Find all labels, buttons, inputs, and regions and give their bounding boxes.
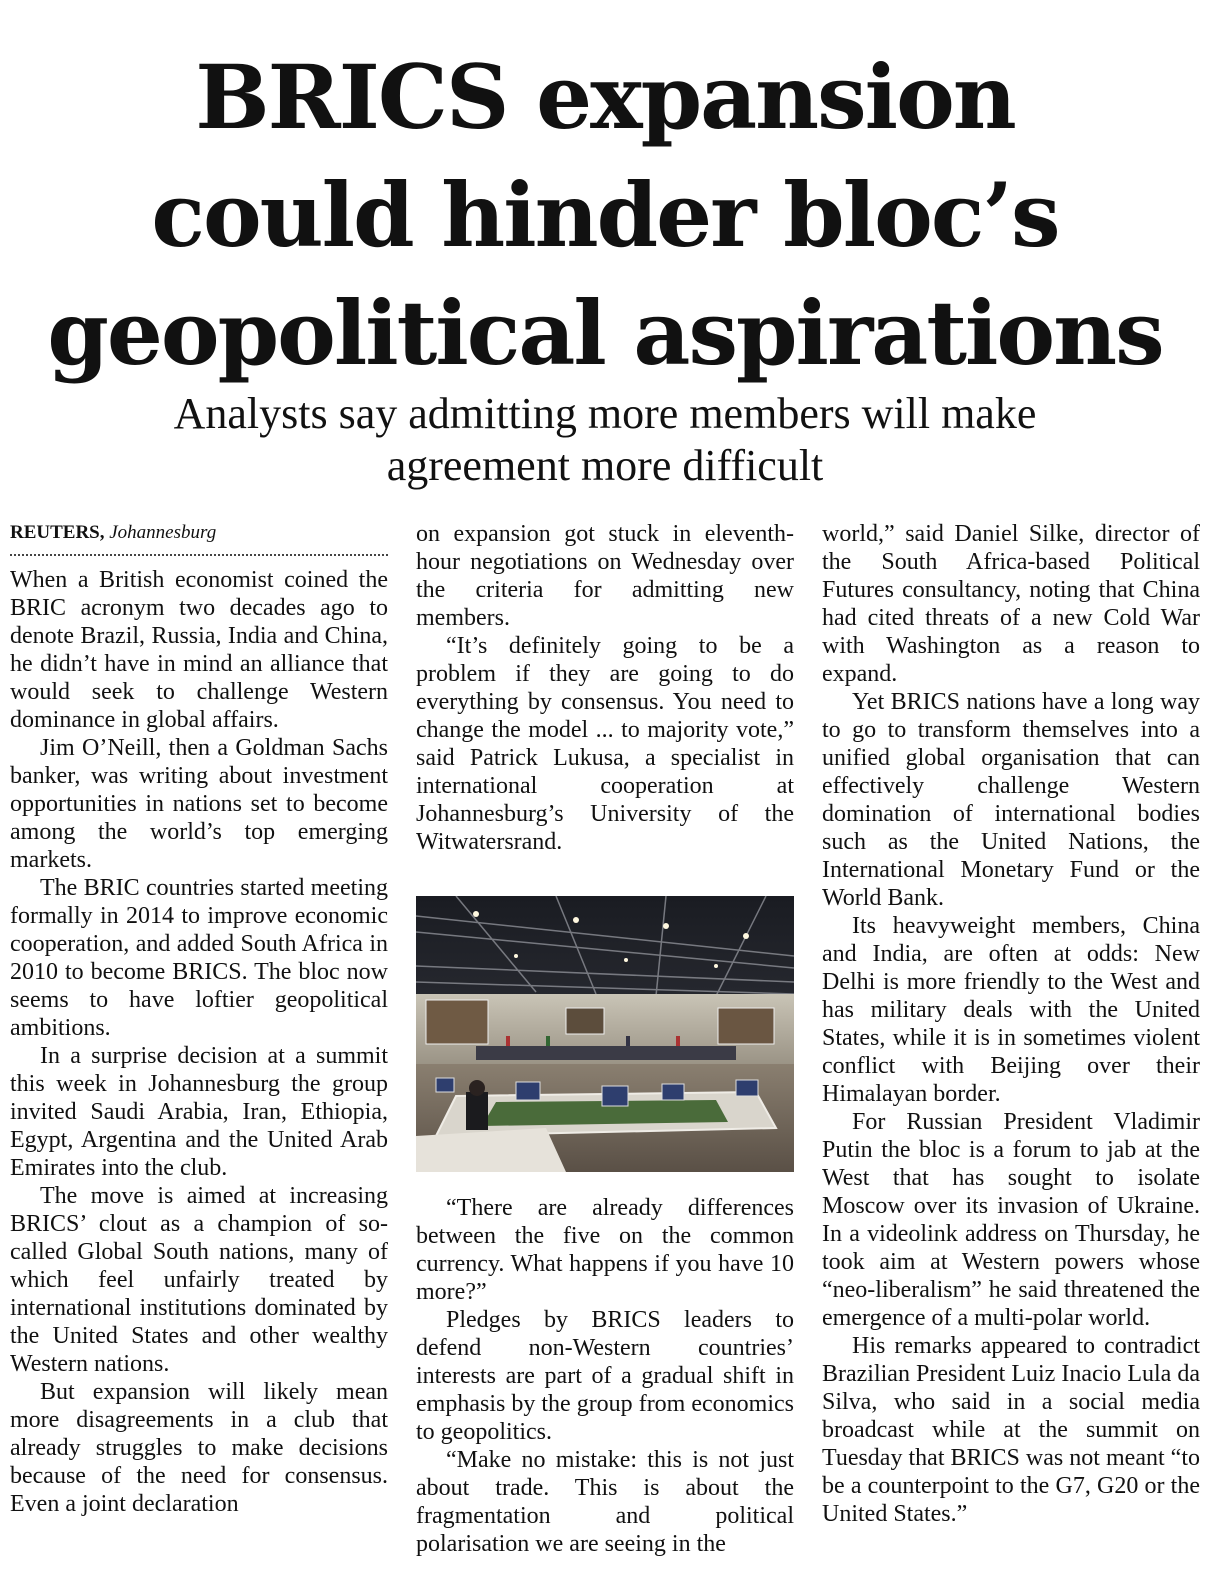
paragraph: But expansion will likely mean more disagreements in a club that already struggles to make decisions because of the need for consensus. Even a joint declaration xyxy=(10,1379,388,1517)
subheadline-line-1: Analysts say admitting more members will make xyxy=(173,389,1037,438)
headline xyxy=(0,38,1210,392)
article-column-3 xyxy=(822,520,1200,1569)
paragraph: Its heavyweight members, China and India, are often at odds: New Delhi is more friendly to the West and has military deals with the United States, while it is in sometimes violent conflict with Beijing over their Himalayan border. xyxy=(822,913,1200,1107)
paragraph: Yet BRICS nations have a long way to go to transform themselves into a unified global organisation that can effectively challenge Western domination of international bodies such as the United Nations, the International Monetary Fund or the World Bank. xyxy=(822,689,1200,911)
paragraph: The BRIC countries started meeting formally in 2014 to improve economic cooperation, and added South Africa in 2010 to become BRICS. The bloc now seems to have loftier geopolitical ambitions. xyxy=(10,875,388,1041)
byline-agency: REUTERS, xyxy=(10,522,105,543)
summit-hall-image xyxy=(416,896,794,1172)
subheadline-line-2: agreement more difficult xyxy=(386,441,824,490)
headline-line-3: geopolitical aspirations xyxy=(47,281,1163,385)
paragraph: The move is aimed at increasing BRICS’ clout as a champion of so-called Global South nations, many of which feel unfairly treated by international institutions dominated by the United States and other wealthy Western nations. xyxy=(10,1183,388,1377)
paragraph: In a surprise decision at a summit this week in Johannesburg the group invited Saudi Arabia, Iran, Ethiopia, Egypt, Argentina and the United Arab Emirates into the club. xyxy=(10,1043,388,1181)
paragraph: Jim O’Neill, then a Goldman Sachs banker, was writing about investment opportunities in nations set to become among the world’s top emerging markets. xyxy=(10,735,388,873)
paragraph: His remarks appeared to contradict Brazilian President Luiz Inacio Lula da Silva, who said in a social media broadcast while at the summit on Tuesday that BRICS was not meant “to be a counterpoint to the G7, G20 or the United States.” xyxy=(822,1333,1200,1527)
summit-hall-photo xyxy=(416,896,794,1172)
byline xyxy=(10,520,388,556)
subheadline xyxy=(0,388,1210,492)
paragraph: For Russian President Vladimir Putin the bloc is a forum to jab at the West that has sought to isolate Moscow over its invasion of Ukraine. In a videolink address on Thursday, he took aim at Western powers whose “neo-liberalism” he said threatened the emergence of a multi-polar world. xyxy=(822,1109,1200,1331)
paragraph: When a British economist coined the BRIC acronym two decades ago to denote Brazil, Russia, India and China, he didn’t have in mind an alliance that would seek to challenge Western dominance in global affairs. xyxy=(10,567,388,733)
paragraph: Pledges by BRICS leaders to defend non-Western countries’ interests are part of a gradual shift in emphasis by the group from economics to geopolitics. xyxy=(416,1307,794,1445)
headline-line-2: could hinder bloc’s xyxy=(151,163,1059,267)
article-column-2 xyxy=(416,520,794,1569)
article-column-1 xyxy=(10,520,388,1569)
paragraph: on expansion got stuck in eleventh-hour negotiations on Wednesday over the criteria for admitting new members. xyxy=(416,521,794,631)
paragraph: “There are already differences between the five on the common currency. What happens if you have 10 more?” xyxy=(416,1195,794,1305)
paragraph: “Make no mistake: this is not just about trade. This is about the fragmentation and political polarisation we are seeing in the xyxy=(416,1447,794,1557)
byline-place: Johannesburg xyxy=(109,522,217,543)
headline-line-1: BRICS expansion xyxy=(195,45,1015,149)
paragraph: world,” said Daniel Silke, director of the South Africa-based Political Futures consultancy, noting that China had cited threats of a new Cold War with Washington as a reason to expand. xyxy=(822,521,1200,687)
paragraph: “It’s definitely going to be a problem if they are going to do everything by consensus. You need to change the model ... to majority vote,” said Patrick Lukusa, a specialist in international cooperation at Johannesburg’s University of the Witwatersrand. xyxy=(416,633,794,855)
